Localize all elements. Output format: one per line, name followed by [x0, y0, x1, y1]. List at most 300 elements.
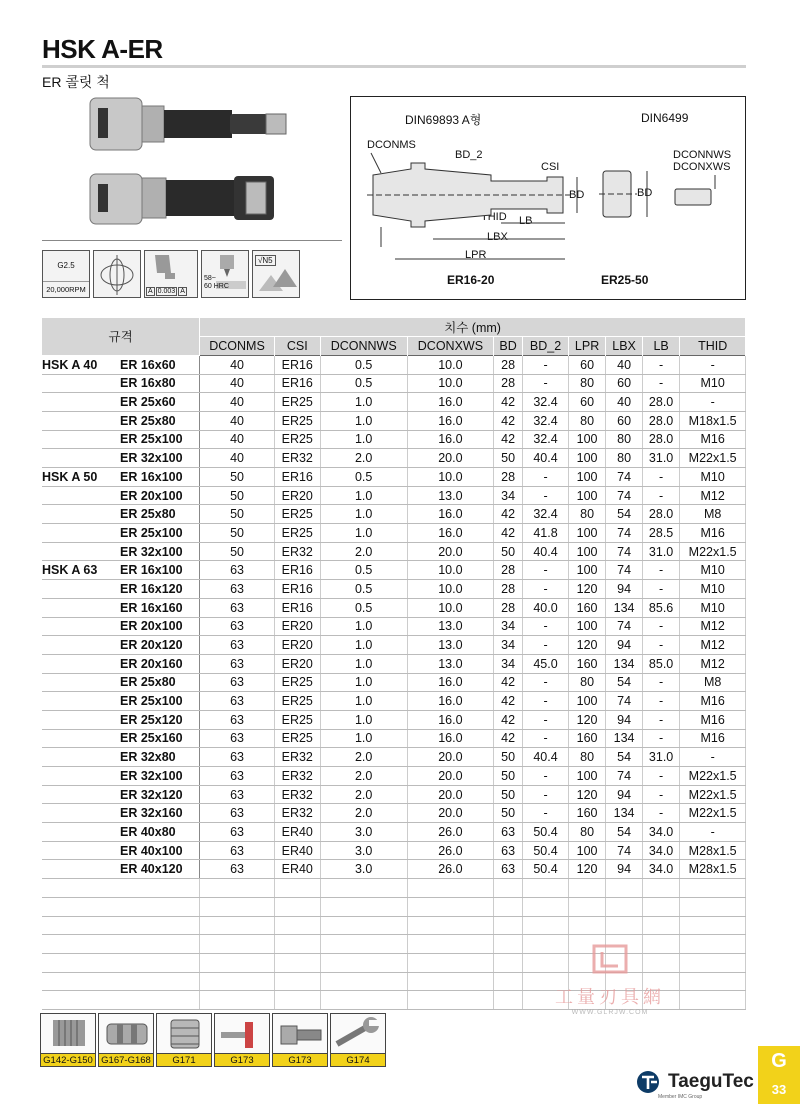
empty-cell [116, 953, 200, 972]
empty-cell [274, 991, 320, 1010]
table-row [42, 767, 746, 786]
table-cell: 0.5 [320, 561, 407, 580]
surface-finish: √N5 [255, 255, 276, 266]
empty-cell [320, 897, 407, 916]
table-cell: M10 [680, 598, 746, 617]
table-cell: M12 [680, 486, 746, 505]
spec-icons [42, 250, 300, 298]
row-model: ER 16x160 [116, 598, 200, 617]
empty-cell [42, 953, 116, 972]
brand-tagline: Member IMC Group [658, 1094, 703, 1100]
dim-bd2: BD_2 [455, 149, 483, 161]
table-row [42, 542, 746, 561]
table-row [42, 393, 746, 412]
adjust-screw-icon[interactable] [272, 1013, 328, 1067]
empty-cell [523, 897, 569, 916]
table-cell: 13.0 [407, 486, 493, 505]
table-cell: 1.0 [320, 411, 407, 430]
row-model: ER 32x80 [116, 748, 200, 767]
section-rule [42, 240, 342, 241]
row-model: ER 40x100 [116, 841, 200, 860]
std-label-din6499: DIN6499 [641, 111, 689, 125]
table-row [42, 823, 746, 842]
table-cell: 1.0 [320, 393, 407, 412]
row-model: ER 25x80 [116, 673, 200, 692]
empty-cell [320, 991, 407, 1010]
table-cell: 10.0 [407, 598, 493, 617]
table-cell: M16 [680, 729, 746, 748]
dim-dconxws: DCONXWS [673, 161, 731, 173]
table-cell: 63 [200, 561, 275, 580]
table-cell: 28.5 [642, 524, 679, 543]
taegutec-logo-icon [636, 1070, 664, 1094]
empty-cell [606, 916, 643, 935]
empty-cell [568, 897, 605, 916]
table-cell: 120 [568, 710, 605, 729]
table-cell: 10.0 [407, 355, 493, 374]
table-cell: 80 [568, 374, 605, 393]
table-cell: 134 [606, 804, 643, 823]
table-cell: 42 [494, 673, 523, 692]
table-cell: ER32 [274, 449, 320, 468]
table-row [42, 449, 746, 468]
table-cell: 1.0 [320, 430, 407, 449]
table-cell: ER25 [274, 729, 320, 748]
table-cell: 120 [568, 636, 605, 655]
row-group-label [42, 729, 116, 748]
table-cell: 2.0 [320, 449, 407, 468]
table-cell: 16.0 [407, 411, 493, 430]
table-cell: 32.4 [523, 505, 569, 524]
table-cell: 40 [200, 355, 275, 374]
table-cell: 26.0 [407, 823, 493, 842]
table-cell: 94 [606, 636, 643, 655]
table-cell: - [523, 580, 569, 599]
table-cell: 28 [494, 598, 523, 617]
row-model: ER 20x100 [116, 486, 200, 505]
table-cell: 74 [606, 692, 643, 711]
table-cell: 80 [568, 411, 605, 430]
table-cell: 74 [606, 767, 643, 786]
table-cell: 40 [200, 430, 275, 449]
gyro-icon [93, 250, 141, 298]
table-cell: 50.4 [523, 860, 569, 879]
table-cell: 40 [606, 355, 643, 374]
table-row [42, 654, 746, 673]
table-cell: 100 [568, 561, 605, 580]
table-cell: 40.4 [523, 748, 569, 767]
table-row [42, 841, 746, 860]
table-row [42, 598, 746, 617]
row-model: ER 20x160 [116, 654, 200, 673]
table-cell: 32.4 [523, 393, 569, 412]
table-cell: M18x1.5 [680, 411, 746, 430]
empty-cell [407, 897, 493, 916]
table-cell: 100 [568, 841, 605, 860]
empty-cell [494, 935, 523, 954]
column-header: LBX [606, 337, 643, 356]
nut-icon[interactable] [98, 1013, 154, 1067]
spec-table [42, 318, 746, 1010]
empty-cell [200, 935, 275, 954]
table-cell: 40 [200, 411, 275, 430]
table-cell: 1.0 [320, 505, 407, 524]
table-cell: 26.0 [407, 860, 493, 879]
row-group-label [42, 860, 116, 879]
empty-cell [407, 991, 493, 1010]
table-cell: M12 [680, 654, 746, 673]
table-cell: 10.0 [407, 374, 493, 393]
row-model: ER 32x100 [116, 542, 200, 561]
spanner-icon[interactable] [330, 1013, 386, 1067]
table-cell: 63 [200, 692, 275, 711]
page-title: HSK A-ER [42, 34, 163, 64]
row-group-label [42, 486, 116, 505]
table-cell: 1.0 [320, 524, 407, 543]
table-cell: 54 [606, 748, 643, 767]
table-cell: 100 [568, 524, 605, 543]
table-cell: 31.0 [642, 449, 679, 468]
table-cell: 28 [494, 468, 523, 487]
table-cell: 74 [606, 561, 643, 580]
row-model: ER 16x60 [116, 355, 200, 374]
table-cell: 3.0 [320, 860, 407, 879]
empty-row [42, 916, 746, 935]
dim-thid: THID [481, 211, 507, 223]
table-cell: 80 [568, 673, 605, 692]
table-cell: 50 [494, 542, 523, 561]
table-cell: 134 [606, 654, 643, 673]
table-cell: ER20 [274, 654, 320, 673]
table-cell: ER20 [274, 617, 320, 636]
empty-cell [116, 879, 200, 898]
table-cell: 1.0 [320, 729, 407, 748]
table-cell: 20.0 [407, 542, 493, 561]
table-cell: 100 [568, 767, 605, 786]
table-cell: 42 [494, 692, 523, 711]
table-cell: 100 [568, 542, 605, 561]
table-cell: 20.0 [407, 804, 493, 823]
accessory-page-ref: G171 [157, 1053, 211, 1066]
table-cell: - [523, 468, 569, 487]
collet-icon[interactable] [40, 1013, 96, 1067]
table-cell: 0.5 [320, 355, 407, 374]
table-row [42, 748, 746, 767]
column-header: LB [642, 337, 679, 356]
row-model: ER 16x120 [116, 580, 200, 599]
row-model: ER 25x100 [116, 692, 200, 711]
row-model: ER 32x160 [116, 804, 200, 823]
table-cell: 40.4 [523, 542, 569, 561]
table-cell: - [642, 355, 679, 374]
table-cell: M22x1.5 [680, 542, 746, 561]
accessory-page-ref: G142-G150 [41, 1053, 95, 1066]
table-cell: 160 [568, 804, 605, 823]
table-cell: 50 [494, 804, 523, 823]
table-cell: M10 [680, 580, 746, 599]
watermark [540, 944, 680, 1016]
table-row [42, 710, 746, 729]
table-cell: 28 [494, 561, 523, 580]
table-cell: 1.0 [320, 710, 407, 729]
table-cell: 50 [200, 486, 275, 505]
table-cell: 120 [568, 860, 605, 879]
balance-icon [42, 250, 90, 298]
row-group-label: HSK A 40 [42, 355, 116, 374]
table-cell: ER40 [274, 823, 320, 842]
empty-cell [320, 916, 407, 935]
row-group-label [42, 580, 116, 599]
table-cell: 42 [494, 505, 523, 524]
empty-cell [42, 935, 116, 954]
accessory-page-ref: G174 [331, 1053, 385, 1066]
table-cell: - [642, 580, 679, 599]
row-group-label [42, 692, 116, 711]
table-cell: 100 [568, 617, 605, 636]
table-cell: M22x1.5 [680, 449, 746, 468]
header-model: 규격 [42, 318, 200, 355]
hardness-icon [201, 250, 249, 298]
table-cell: 42 [494, 393, 523, 412]
empty-cell [274, 916, 320, 935]
table-cell: 80 [568, 505, 605, 524]
runout-ref: A [180, 288, 185, 295]
empty-cell [494, 953, 523, 972]
empty-cell [320, 972, 407, 991]
dim-lbx: LBX [487, 231, 508, 243]
row-model: ER 25x80 [116, 411, 200, 430]
table-row [42, 411, 746, 430]
table-cell: 54 [606, 673, 643, 692]
column-header: THID [680, 337, 746, 356]
table-cell: 40 [606, 393, 643, 412]
table-cell: - [642, 561, 679, 580]
table-cell: 100 [568, 430, 605, 449]
empty-cell [320, 953, 407, 972]
table-cell: 100 [568, 468, 605, 487]
table-cell: - [642, 673, 679, 692]
table-cell: 1.0 [320, 636, 407, 655]
table-cell: - [680, 393, 746, 412]
caption-er16-20: ER16-20 [447, 273, 495, 287]
table-row [42, 486, 746, 505]
table-cell: ER32 [274, 767, 320, 786]
table-cell: ER16 [274, 468, 320, 487]
row-group-label [42, 804, 116, 823]
table-cell: ER32 [274, 804, 320, 823]
table-cell: ER16 [274, 580, 320, 599]
table-row [42, 729, 746, 748]
empty-cell [116, 991, 200, 1010]
row-group-label: HSK A 63 [42, 561, 116, 580]
table-cell: 63 [200, 729, 275, 748]
table-cell: ER20 [274, 636, 320, 655]
table-cell: 160 [568, 598, 605, 617]
table-cell: 74 [606, 468, 643, 487]
row-group-label [42, 598, 116, 617]
section-letter: G [771, 1050, 787, 1072]
table-cell: 42 [494, 524, 523, 543]
empty-cell [200, 953, 275, 972]
empty-cell [200, 916, 275, 935]
empty-cell [407, 879, 493, 898]
table-cell: ER25 [274, 393, 320, 412]
table-cell: 63 [200, 617, 275, 636]
table-cell: 50 [494, 449, 523, 468]
empty-cell [42, 916, 116, 935]
holder-drawing [351, 97, 747, 301]
table-cell: 34.0 [642, 860, 679, 879]
row-group-label [42, 823, 116, 842]
empty-cell [274, 953, 320, 972]
page-number: 33 [771, 1082, 787, 1097]
empty-cell [680, 897, 746, 916]
table-cell: - [642, 710, 679, 729]
table-cell: 40 [200, 449, 275, 468]
empty-row [42, 897, 746, 916]
table-row [42, 505, 746, 524]
table-cell: ER25 [274, 411, 320, 430]
accessory-page-ref: G173 [273, 1053, 327, 1066]
empty-cell [568, 879, 605, 898]
table-cell: 63 [200, 785, 275, 804]
table-cell: - [642, 729, 679, 748]
table-cell: - [523, 692, 569, 711]
table-cell: ER40 [274, 860, 320, 879]
dim-lb: LB [519, 215, 533, 227]
table-cell: 50 [200, 505, 275, 524]
table-cell: 20.0 [407, 449, 493, 468]
table-cell: 16.0 [407, 505, 493, 524]
table-cell: 1.0 [320, 654, 407, 673]
table-cell: 3.0 [320, 841, 407, 860]
row-model: ER 40x80 [116, 823, 200, 842]
row-model: ER 25x100 [116, 524, 200, 543]
brand-logo [636, 1070, 754, 1100]
table-cell: 74 [606, 841, 643, 860]
table-row [42, 785, 746, 804]
table-cell: ER32 [274, 542, 320, 561]
empty-cell [274, 897, 320, 916]
accessory-page-ref: G173 [215, 1053, 269, 1066]
table-cell: 50.4 [523, 823, 569, 842]
row-model: ER 32x120 [116, 785, 200, 804]
table-cell: 28.0 [642, 430, 679, 449]
table-cell: 100 [568, 486, 605, 505]
table-cell: 80 [568, 823, 605, 842]
dim-bd: BD [569, 189, 585, 201]
table-cell: M22x1.5 [680, 804, 746, 823]
table-cell: 16.0 [407, 673, 493, 692]
table-cell: 120 [568, 580, 605, 599]
table-cell: - [642, 374, 679, 393]
table-cell: 28 [494, 580, 523, 599]
table-cell: M12 [680, 617, 746, 636]
row-group-label [42, 636, 116, 655]
table-cell: 50 [494, 767, 523, 786]
table-cell: 13.0 [407, 617, 493, 636]
table-cell: 32.4 [523, 430, 569, 449]
table-cell: ER32 [274, 785, 320, 804]
table-cell: 80 [606, 430, 643, 449]
column-header: CSI [274, 337, 320, 356]
table-cell: 20.0 [407, 748, 493, 767]
table-cell: 10.0 [407, 580, 493, 599]
row-model: ER 16x100 [116, 561, 200, 580]
std-label-din69893: DIN69893 A형 [405, 113, 482, 127]
table-row [42, 617, 746, 636]
row-model: ER 25x60 [116, 393, 200, 412]
table-cell: 63 [200, 636, 275, 655]
empty-cell [116, 916, 200, 935]
table-cell: - [523, 673, 569, 692]
empty-cell [494, 897, 523, 916]
table-cell: ER16 [274, 598, 320, 617]
table-cell: 50 [200, 524, 275, 543]
stop-screw-icon[interactable] [156, 1013, 212, 1067]
table-cell: - [523, 561, 569, 580]
table-cell: - [642, 468, 679, 487]
table-cell: 63 [200, 823, 275, 842]
table-cell: 100 [568, 692, 605, 711]
table-cell: - [642, 767, 679, 786]
table-cell: 50.4 [523, 841, 569, 860]
table-cell: 1.0 [320, 673, 407, 692]
empty-cell [680, 991, 746, 1010]
empty-cell [407, 935, 493, 954]
table-row [42, 636, 746, 655]
table-cell: - [523, 710, 569, 729]
empty-cell [320, 879, 407, 898]
table-cell: 34 [494, 654, 523, 673]
table-cell: 80 [606, 449, 643, 468]
empty-cell [606, 879, 643, 898]
table-row [42, 804, 746, 823]
empty-cell [274, 879, 320, 898]
technical-diagram [350, 96, 746, 300]
table-cell: - [523, 729, 569, 748]
table-cell: 40 [200, 374, 275, 393]
empty-cell [407, 972, 493, 991]
empty-cell [680, 972, 746, 991]
t-wrench-icon[interactable] [214, 1013, 270, 1067]
row-model: ER 16x100 [116, 468, 200, 487]
table-cell: 20.0 [407, 785, 493, 804]
table-cell: 1.0 [320, 692, 407, 711]
table-cell: M12 [680, 636, 746, 655]
accessory-page-ref: G167-G168 [99, 1053, 153, 1066]
empty-cell [407, 916, 493, 935]
table-cell: 134 [606, 729, 643, 748]
table-row [42, 430, 746, 449]
empty-cell [680, 879, 746, 898]
empty-cell [642, 916, 679, 935]
table-cell: ER25 [274, 524, 320, 543]
table-cell: 63 [200, 673, 275, 692]
row-group-label [42, 542, 116, 561]
page-subtitle: ER 콜릿 척 [42, 74, 110, 90]
table-cell: 16.0 [407, 524, 493, 543]
table-cell: 63 [200, 598, 275, 617]
table-cell: 1.0 [320, 486, 407, 505]
table-cell: 0.5 [320, 598, 407, 617]
table-cell: 2.0 [320, 785, 407, 804]
product-photo-long [80, 166, 300, 230]
table-cell: - [642, 636, 679, 655]
table-cell: 40.4 [523, 449, 569, 468]
hardness-min: 58~ [204, 275, 216, 282]
table-cell: ER16 [274, 374, 320, 393]
